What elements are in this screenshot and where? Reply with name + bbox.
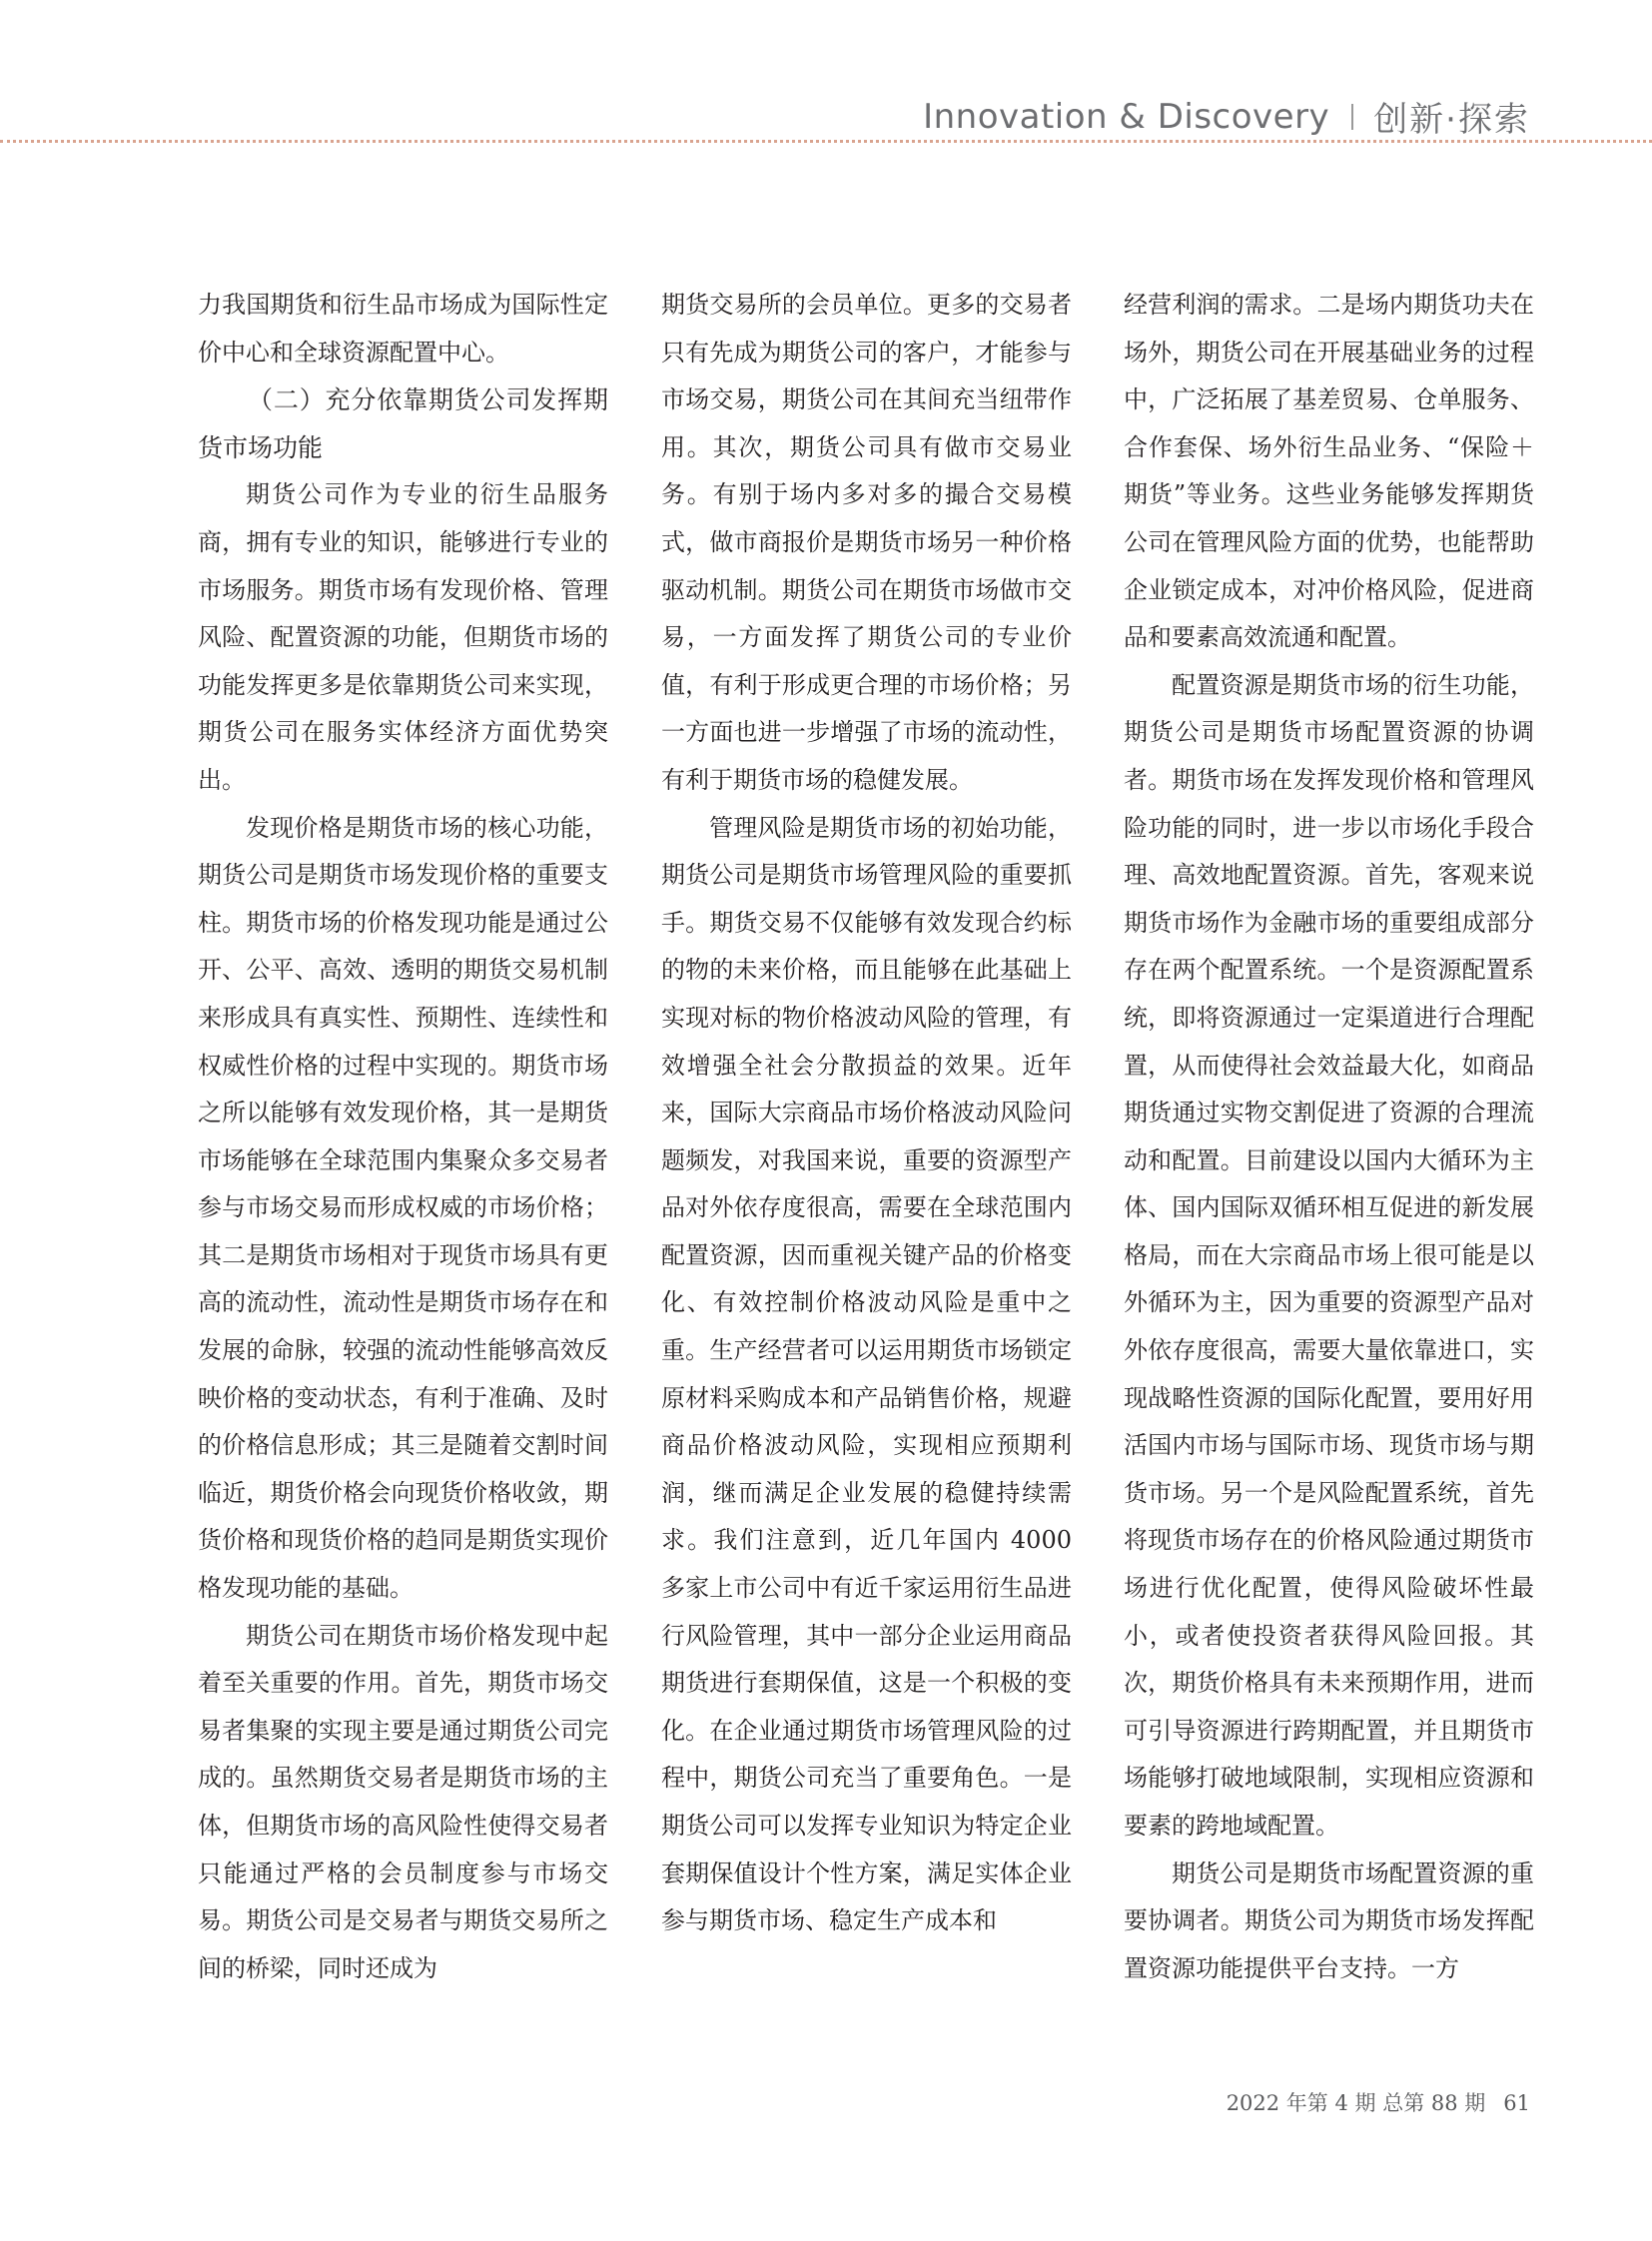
paragraph: 期货公司是期货市场配置资源的重要协调者。期货公司为期货市场发挥配置资源功能提供平台支持。一方 [1124, 1859, 1534, 1982]
text-column-3 [1124, 282, 1534, 1992]
paragraph: 配置资源是期货市场的衍生功能，期货公司是期货市场配置资源的协调者。期货市场在发挥发现价格和管理风险功能的同时，进一步以市场化手段合理、高效地配置资源。首先，客观来说期货市场作为金融市场的重要组成部分存在两个配置系统。一个是资源配置系统，即将资源通过一定渠道进行合理配置，从而使得社会效益最大化，如商品期货通过实物交割促进了资源的合理流动和配置。目前建设以国内大循环为主体、国内国际双循环相互促进的新发展格局，而在大宗商品市场上很可能是以外循环为主，因为重要的资源型产品对外依存度很高，需要大量依靠进口，实现战略性资源的国际化配置，要用好用活国内市场与国际市场、现货市场与期货市场。另一个是风险配置系统，首先将现货市场存在的价格风险通过期货市场进行优化配置，使得风险破坏性最小，或者使投资者获得风险回报。其次，期货价格具有未来预期作用，进而可引导资源进行跨期配置，并且期货市场能够打破地域限制，实现相应资源和要素的跨地域配置。 [1124, 670, 1534, 1840]
issue-info: 2022 年第 4 期 总第 88 期 [1226, 2091, 1486, 2115]
paragraph: 期货公司作为专业的衍生品服务商，拥有专业的知识，能够进行专业的市场服务。期货市场有发现价格、管理风险、配置资源的功能，但期货市场的功能发挥更多是依靠期货公司来实现，期货公司在服务实体经济方面优势突出。 [198, 480, 608, 794]
page-number: 61 [1503, 2091, 1530, 2115]
header-title-en: Innovation & Discovery [923, 96, 1330, 137]
text-column-1 [198, 282, 608, 1992]
paragraph: 力我国期货和衍生品市场成为国际性定价中心和全球资源配置中心。 [198, 291, 608, 367]
paragraph: 管理风险是期货市场的初始功能，期货公司是期货市场管理风险的重要抓手。期货交易不仅能够有效发现合约标的物的未来价格，而且能够在此基础上实现对标的物价格波动风险的管理，有效增强全社会分散损益的效果。近年来，国际大宗商品市场价格波动风险问题频发，对我国来说，重要的资源型产品对外依存度很高，需要在全球范围内配置资源，因而重视关键产品的价格变化、有效控制价格波动风险是重中之重。生产经营者可以运用期货市场锁定原材料采购成本和产品销售价格，规避商品价格波动风险，实现相应预期利润，继而满足企业发展的稳健持续需求。我们注意到，近几年国内 4000 多家上市公司中有近千家运用衍生品进行风险管理，其中一部分企业运用商品期货进行套期保值，这是一个积极的变化。在企业通过期货市场管理风险的过程中，期货公司充当了重要角色。一是期货公司可以发挥专业知识为特定企业套期保值设计个性方案，满足实体企业参与期货市场、稳定生产成本和 [661, 813, 1072, 1935]
page-footer [1227, 2087, 1530, 2117]
paragraph: 发现价格是期货市场的核心功能，期货公司是期货市场发现价格的重要支柱。期货市场的价格发现功能是通过公开、公平、高效、透明的期货交易机制来形成具有真实性、预期性、连续性和权威性价格的过程中实现的。期货市场之所以能够有效发现价格，其一是期货市场能够在全球范围内集聚众多交易者参与市场交易而形成权威的市场价格；其二是期货市场相对于现货市场具有更高的流动性，流动性是期货市场存在和发展的命脉，较强的流动性能够高效反映价格的变动状态，有利于准确、及时的价格信息形成；其三是随着交割时间临近，期货价格会向现货价格收敛，期货价格和现货价格的趋同是期货实现价格发现功能的基础。 [198, 813, 608, 1603]
running-header [923, 92, 1530, 141]
header-divider [1351, 104, 1353, 130]
paragraph: 经营利润的需求。二是场内期货功夫在场外，期货公司在开展基础业务的过程中，广泛拓展了基差贸易、仓单服务、合作套保、场外衍生品业务、“保险＋期货”等业务。这些业务能够发挥期货公司在管理风险方面的优势，也能帮助企业锁定成本，对冲价格风险，促进商品和要素高效流通和配置。 [1124, 291, 1534, 652]
header-title-cn: 创新·探索 [1373, 100, 1530, 140]
section-heading: （二）充分依靠期货公司发挥期货市场功能 [198, 385, 608, 462]
text-column-2 [661, 282, 1072, 1945]
paragraph: 期货交易所的会员单位。更多的交易者只有先成为期货公司的客户，才能参与市场交易，期货公司在其间充当纽带作用。其次，期货公司具有做市交易业务。有别于场内多对多的撮合交易模式，做市商报价是期货市场另一种价格驱动机制。期货公司在期货市场做市交易，一方面发挥了期货公司的专业价值，有利于形成更合理的市场价格；另一方面也进一步增强了市场的流动性，有利于期货市场的稳健发展。 [661, 291, 1072, 794]
header-dotted-rule [0, 140, 1652, 143]
paragraph: 期货公司在期货市场价格发现中起着至关重要的作用。首先，期货市场交易者集聚的实现主要是通过期货公司完成的。虽然期货交易者是期货市场的主体，但期货市场的高风险性使得交易者只能通过严格的会员制度参与市场交易。期货公司是交易者与期货交易所之间的桥梁，同时还成为 [198, 1621, 608, 1982]
